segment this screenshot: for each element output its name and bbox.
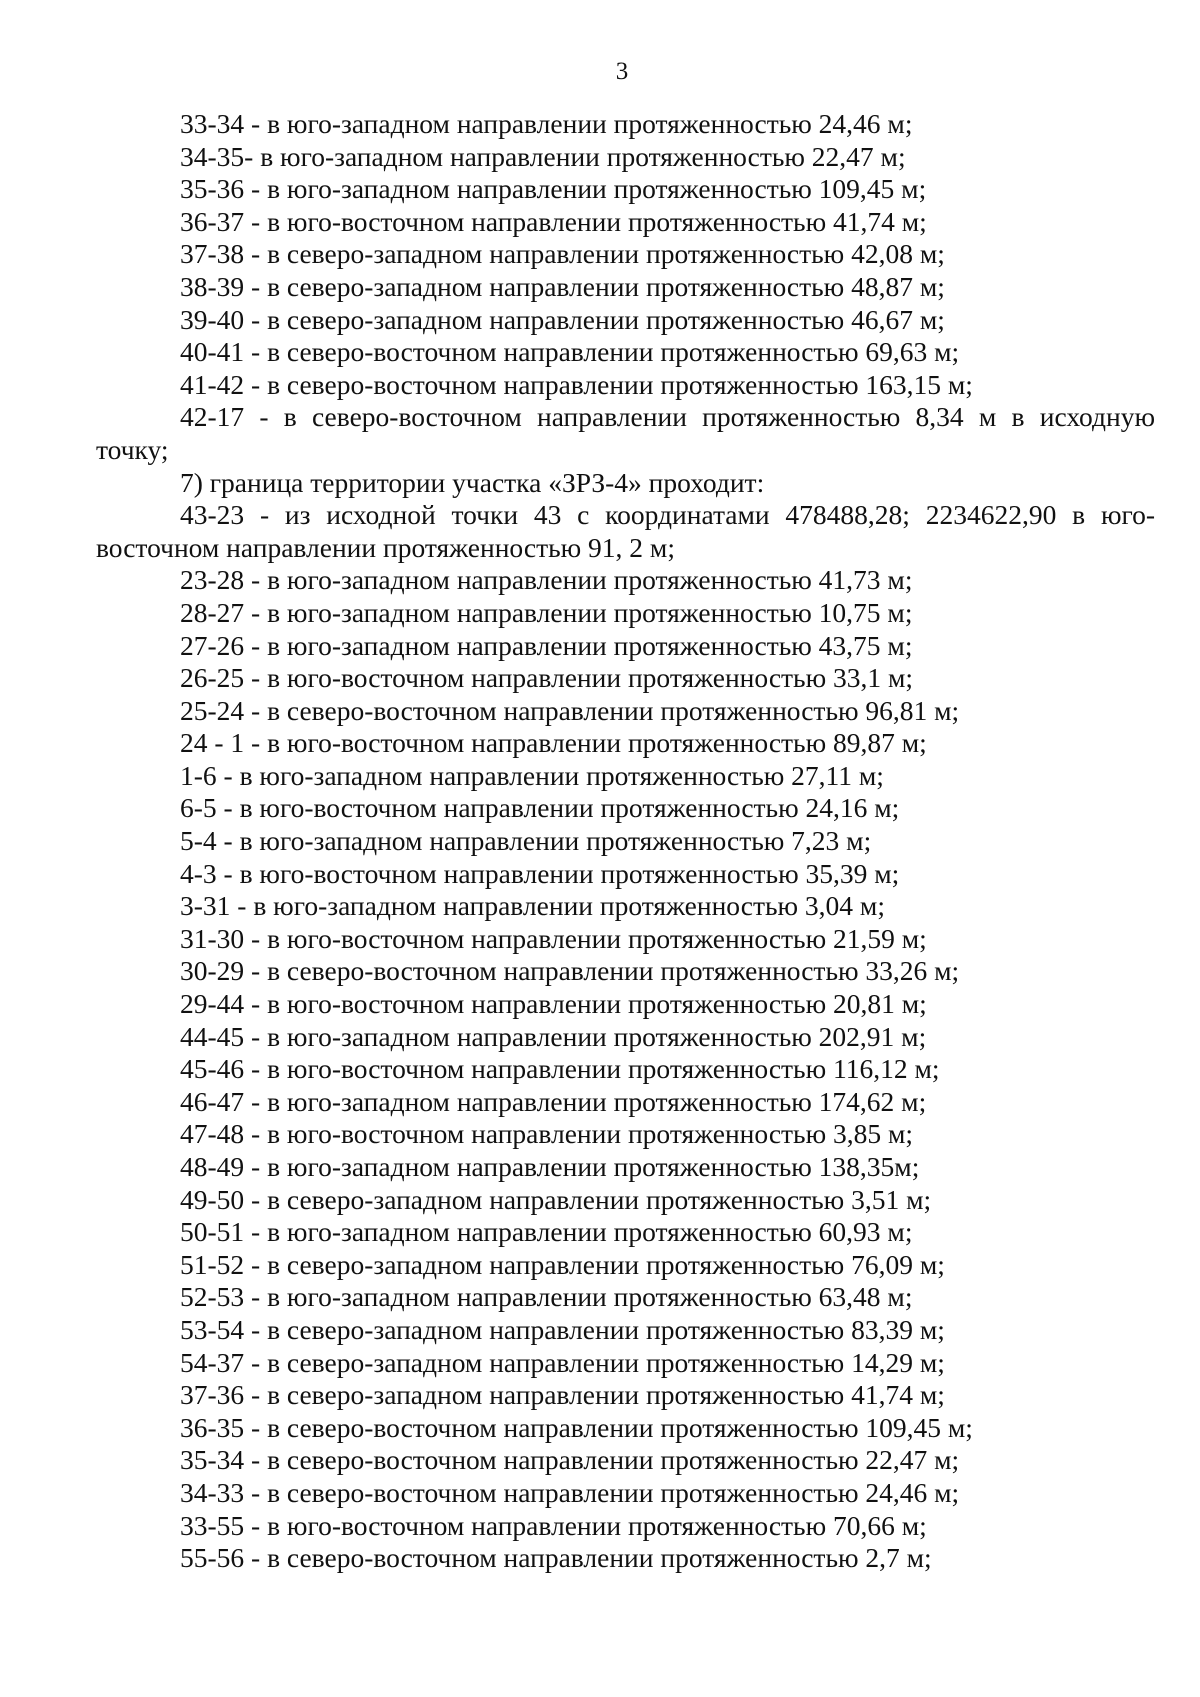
boundary-segment-line: 23-28 - в юго-западном направлении протяженностью 41,73 м; [180, 564, 913, 596]
boundary-segment-line: 27-26 - в юго-западном направлении протяженностью 43,75 м; [180, 629, 913, 661]
boundary-segment-line: 54-37 - в северо-западном направлении протяженностью 14,29 м; [180, 1346, 945, 1378]
boundary-segment-line: 5-4 - в юго-западном направлении протяженностью 7,23 м; [180, 825, 872, 857]
boundary-segment-line: 4-3 - в юго-восточном направлении протяженностью 35,39 м; [180, 857, 900, 889]
boundary-segment-line: 30-29 - в северо-восточном направлении протяженностью 33,26 м; [180, 955, 960, 987]
boundary-segment-line: 53-54 - в северо-западном направлении протяженностью 83,39 м; [180, 1313, 945, 1345]
document-body [96, 108, 1155, 1575]
boundary-segment-line: 7) граница территории участка «ЗРЗ-4» проходит: [180, 466, 765, 498]
boundary-segment-line: 6-5 - в юго-восточном направлении протяженностью 24,16 м; [180, 792, 900, 824]
boundary-segment-line: 37-36 - в северо-западном направлении протяженностью 41,74 м; [180, 1379, 945, 1411]
boundary-segment-line: 34-33 - в северо-восточном направлении протяженностью 24,46 м; [180, 1476, 960, 1508]
boundary-segment-line: 33-34 - в юго-западном направлении протяженностью 24,46 м; [180, 108, 913, 139]
boundary-segment-line: 35-36 - в юго-западном направлении протяженностью 109,45 м; [180, 173, 927, 205]
boundary-segment-line: 34-35- в юго-западном направлении протяженностью 22,47 м; [180, 140, 906, 172]
boundary-segment-line: 26-25 - в юго-восточном направлении протяженностью 33,1 м; [180, 662, 914, 694]
boundary-segment-line: 42-17 - в северо-восточном направлении протяженностью 8,34 м в исходную [180, 401, 1155, 433]
page-number: 3 [615, 58, 629, 85]
boundary-segment-line: 39-40 - в северо-западном направлении протяженностью 46,67 м; [180, 303, 945, 335]
boundary-segment-line: 51-52 - в северо-западном направлении протяженностью 76,09 м; [180, 1248, 945, 1280]
boundary-segment-line: 47-48 - в юго-восточном направлении протяженностью 3,85 м; [180, 1118, 914, 1150]
boundary-segment-line: 37-38 - в северо-западном направлении протяженностью 42,08 м; [180, 238, 945, 270]
boundary-segment-line: 28-27 - в юго-западном направлении протяженностью 10,75 м; [180, 596, 913, 628]
paragraph-continuation: точку; [96, 433, 169, 465]
boundary-segment-line: 43-23 - из исходной точки 43 с координатами 478488,28; 2234622,90 в юго- [180, 499, 1155, 531]
boundary-segment-line: 24 - 1 - в юго-восточном направлении протяженностью 89,87 м; [180, 727, 927, 759]
boundary-segment-line: 36-37 - в юго-восточном направлении протяженностью 41,74 м; [180, 205, 927, 237]
paragraph-continuation: восточном направлении протяженностью 91, 2 м; [96, 531, 675, 563]
boundary-segment-line: 55-56 - в северо-восточном направлении протяженностью 2,7 м; [180, 1542, 932, 1574]
boundary-segment-line: 29-44 - в юго-восточном направлении протяженностью 20,81 м; [180, 988, 927, 1020]
boundary-segment-line: 50-51 - в юго-западном направлении протяженностью 60,93 м; [180, 1216, 913, 1248]
boundary-segment-line: 25-24 - в северо-восточном направлении протяженностью 96,81 м; [180, 694, 960, 726]
boundary-segment-line: 36-35 - в северо-восточном направлении протяженностью 109,45 м; [180, 1411, 973, 1443]
boundary-segment-line: 1-6 - в юго-западном направлении протяженностью 27,11 м; [180, 759, 884, 791]
boundary-segment-line: 38-39 - в северо-западном направлении протяженностью 48,87 м; [180, 270, 945, 302]
boundary-segment-line: 3-31 - в юго-западном направлении протяженностью 3,04 м; [180, 890, 885, 922]
boundary-segment-line: 49-50 - в северо-западном направлении протяженностью 3,51 м; [180, 1183, 932, 1215]
boundary-segment-line: 44-45 - в юго-западном направлении протяженностью 202,91 м; [180, 1020, 927, 1052]
boundary-segment-line: 40-41 - в северо-восточном направлении протяженностью 69,63 м; [180, 336, 960, 368]
boundary-segment-line: 35-34 - в северо-восточном направлении протяженностью 22,47 м; [180, 1444, 960, 1476]
boundary-segment-line: 33-55 - в юго-восточном направлении протяженностью 70,66 м; [180, 1509, 927, 1541]
boundary-segment-line: 45-46 - в юго-восточном направлении протяженностью 116,12 м; [180, 1053, 940, 1085]
boundary-segment-line: 41-42 - в северо-восточном направлении протяженностью 163,15 м; [180, 368, 973, 400]
boundary-segment-line: 48-49 - в юго-западном направлении протяженностью 138,35м; [180, 1151, 920, 1182]
boundary-segment-line: 46-47 - в юго-западном направлении протяженностью 174,62 м; [180, 1085, 927, 1117]
boundary-segment-line: 31-30 - в юго-восточном направлении протяженностью 21,59 м; [180, 922, 927, 954]
boundary-segment-line: 52-53 - в юго-западном направлении протяженностью 63,48 м; [180, 1281, 913, 1313]
